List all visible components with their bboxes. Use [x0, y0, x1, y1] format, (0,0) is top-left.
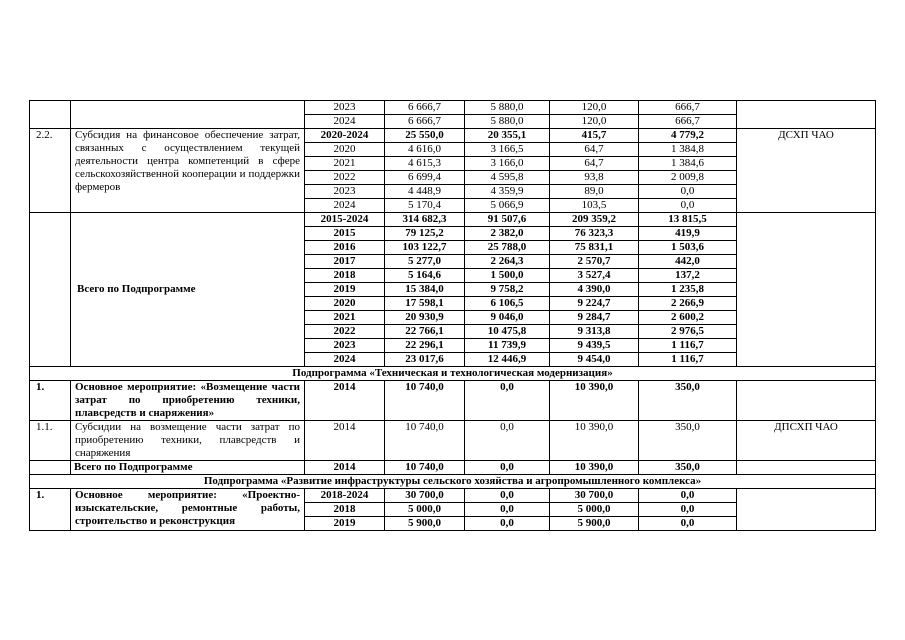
cell-fed: 4 595,8 — [465, 171, 550, 185]
cell-total: 6 666,7 — [385, 115, 465, 129]
cell-fed: 0,0 — [465, 503, 550, 517]
cell-total: 20 930,9 — [385, 311, 465, 325]
cell-reg: 4 390,0 — [550, 283, 639, 297]
cell-fed: 3 166,0 — [465, 157, 550, 171]
item-executor: ДПСХП ЧАО — [737, 421, 876, 461]
subprogram-total-label: Всего по Подпрограмме — [71, 213, 305, 367]
cell-fed: 5 066,9 — [465, 199, 550, 213]
subprogram-total-label: Всего по Подпрограмме — [71, 461, 305, 475]
cell-year: 2022 — [305, 325, 385, 339]
cell-other: 0,0 — [639, 489, 737, 503]
cell-reg: 10 390,0 — [550, 381, 639, 421]
cell-year: 2014 — [305, 461, 385, 475]
number-cell — [30, 461, 71, 475]
cell-other: 137,2 — [639, 269, 737, 283]
subprogram-title: Подпрограмма «Техническая и технологическая модернизация» — [30, 367, 876, 381]
cell-total: 4 616,0 — [385, 143, 465, 157]
cell-year: 2019 — [305, 517, 385, 531]
table-row — [30, 421, 876, 461]
cell-fed: 2 382,0 — [465, 227, 550, 241]
cell-year: 2018 — [305, 503, 385, 517]
cell-year: 2020-2024 — [305, 129, 385, 143]
cell-fed: 6 106,5 — [465, 297, 550, 311]
cell-fed: 5 880,0 — [465, 115, 550, 129]
cell-year: 2015-2024 — [305, 213, 385, 227]
cell-fed: 20 355,1 — [465, 129, 550, 143]
cell-total: 22 766,1 — [385, 325, 465, 339]
cell-total: 10 740,0 — [385, 381, 465, 421]
cell-reg: 5 000,0 — [550, 503, 639, 517]
cell-reg: 10 390,0 — [550, 421, 639, 461]
cell-other: 1 235,8 — [639, 283, 737, 297]
cell-total: 15 384,0 — [385, 283, 465, 297]
cell-reg: 89,0 — [550, 185, 639, 199]
cell-year: 2019 — [305, 283, 385, 297]
cell-reg: 64,7 — [550, 143, 639, 157]
cell-total: 5 277,0 — [385, 255, 465, 269]
cell-total: 25 550,0 — [385, 129, 465, 143]
cell-other: 0,0 — [639, 199, 737, 213]
cell-fed: 0,0 — [465, 381, 550, 421]
executor-cell — [737, 381, 876, 421]
cell-fed: 10 475,8 — [465, 325, 550, 339]
cell-fed: 3 166,5 — [465, 143, 550, 157]
cell-total: 4 615,3 — [385, 157, 465, 171]
description-cell — [71, 101, 305, 129]
cell-reg: 75 831,1 — [550, 241, 639, 255]
cell-other: 1 116,7 — [639, 339, 737, 353]
cell-other: 2 266,9 — [639, 297, 737, 311]
cell-fed: 91 507,6 — [465, 213, 550, 227]
cell-reg: 9 454,0 — [550, 353, 639, 367]
cell-year: 2018 — [305, 269, 385, 283]
cell-other: 666,7 — [639, 115, 737, 129]
cell-reg: 93,8 — [550, 171, 639, 185]
cell-year: 2023 — [305, 339, 385, 353]
cell-other: 350,0 — [639, 381, 737, 421]
cell-other: 1 384,8 — [639, 143, 737, 157]
cell-fed: 0,0 — [465, 517, 550, 531]
cell-total: 6 666,7 — [385, 101, 465, 115]
item-description: Субсидии на возмещение части затрат по приобретению техники, плавсредств и снаряжения — [71, 421, 305, 461]
cell-fed: 12 446,9 — [465, 353, 550, 367]
cell-other: 0,0 — [639, 185, 737, 199]
cell-reg: 209 359,2 — [550, 213, 639, 227]
cell-reg: 103,5 — [550, 199, 639, 213]
table-row — [30, 101, 876, 115]
item-number: 2.2. — [30, 129, 71, 213]
cell-reg: 3 527,4 — [550, 269, 639, 283]
cell-total: 23 017,6 — [385, 353, 465, 367]
cell-reg: 30 700,0 — [550, 489, 639, 503]
cell-fed: 2 264,3 — [465, 255, 550, 269]
cell-year: 2021 — [305, 311, 385, 325]
cell-reg: 9 313,8 — [550, 325, 639, 339]
cell-year: 2020 — [305, 297, 385, 311]
cell-fed: 0,0 — [465, 489, 550, 503]
item-description: Основное мероприятие: «Возмещение части затрат по приобретению техники, плавсредств и снаряжения» — [71, 381, 305, 421]
cell-other: 442,0 — [639, 255, 737, 269]
cell-year: 2024 — [305, 199, 385, 213]
cell-total: 4 448,9 — [385, 185, 465, 199]
cell-other: 4 779,2 — [639, 129, 737, 143]
cell-reg: 10 390,0 — [550, 461, 639, 475]
cell-year: 2021 — [305, 157, 385, 171]
cell-fed: 9 758,2 — [465, 283, 550, 297]
cell-reg: 415,7 — [550, 129, 639, 143]
budget-table — [29, 100, 876, 531]
cell-reg: 120,0 — [550, 101, 639, 115]
table-row — [30, 489, 876, 503]
cell-year: 2017 — [305, 255, 385, 269]
table-row — [30, 381, 876, 421]
cell-fed: 25 788,0 — [465, 241, 550, 255]
subprogram-title: Подпрограмма «Развитие инфраструктуры сельского хозяйства и агропромышленного комплекса» — [30, 475, 876, 489]
cell-reg: 9 439,5 — [550, 339, 639, 353]
cell-total: 5 900,0 — [385, 517, 465, 531]
cell-total: 10 740,0 — [385, 461, 465, 475]
cell-year: 2024 — [305, 353, 385, 367]
cell-total: 22 296,1 — [385, 339, 465, 353]
cell-fed: 1 500,0 — [465, 269, 550, 283]
table-row — [30, 461, 876, 475]
cell-year: 2024 — [305, 115, 385, 129]
cell-total: 6 699,4 — [385, 171, 465, 185]
executor-cell — [737, 461, 876, 475]
cell-year: 2014 — [305, 421, 385, 461]
cell-reg: 64,7 — [550, 157, 639, 171]
cell-total: 5 000,0 — [385, 503, 465, 517]
cell-reg: 9 284,7 — [550, 311, 639, 325]
cell-other: 0,0 — [639, 517, 737, 531]
table-row — [30, 129, 876, 143]
cell-year: 2014 — [305, 381, 385, 421]
cell-fed: 11 739,9 — [465, 339, 550, 353]
item-number: 1.1. — [30, 421, 71, 461]
cell-total: 5 164,6 — [385, 269, 465, 283]
cell-other: 419,9 — [639, 227, 737, 241]
item-executor: ДСХП ЧАО — [737, 129, 876, 213]
cell-other: 0,0 — [639, 503, 737, 517]
cell-other: 666,7 — [639, 101, 737, 115]
cell-total: 10 740,0 — [385, 421, 465, 461]
cell-year: 2016 — [305, 241, 385, 255]
item-number: 1. — [30, 489, 71, 531]
cell-fed: 0,0 — [465, 421, 550, 461]
cell-fed: 5 880,0 — [465, 101, 550, 115]
cell-fed: 4 359,9 — [465, 185, 550, 199]
executor-cell — [737, 213, 876, 367]
cell-total: 5 170,4 — [385, 199, 465, 213]
number-cell — [30, 213, 71, 367]
executor-cell — [737, 489, 876, 531]
cell-year: 2018-2024 — [305, 489, 385, 503]
cell-other: 13 815,5 — [639, 213, 737, 227]
cell-reg: 5 900,0 — [550, 517, 639, 531]
cell-other: 350,0 — [639, 461, 737, 475]
cell-reg: 76 323,3 — [550, 227, 639, 241]
cell-total: 30 700,0 — [385, 489, 465, 503]
cell-other: 1 384,6 — [639, 157, 737, 171]
cell-reg: 2 570,7 — [550, 255, 639, 269]
cell-total: 103 122,7 — [385, 241, 465, 255]
cell-fed: 0,0 — [465, 461, 550, 475]
number-cell — [30, 101, 71, 129]
cell-year: 2023 — [305, 101, 385, 115]
item-description: Основное мероприятие: «Проектно-изыскательские, ремонтные работы, строительство и реконструкция — [71, 489, 305, 531]
cell-other: 1 503,6 — [639, 241, 737, 255]
cell-fed: 9 046,0 — [465, 311, 550, 325]
cell-reg: 120,0 — [550, 115, 639, 129]
cell-total: 79 125,2 — [385, 227, 465, 241]
table-row — [30, 213, 876, 227]
table-body — [30, 101, 876, 531]
cell-reg: 9 224,7 — [550, 297, 639, 311]
item-number: 1. — [30, 381, 71, 421]
table-row — [30, 475, 876, 489]
cell-year: 2022 — [305, 171, 385, 185]
cell-year: 2015 — [305, 227, 385, 241]
cell-other: 350,0 — [639, 421, 737, 461]
cell-other: 1 116,7 — [639, 353, 737, 367]
cell-year: 2020 — [305, 143, 385, 157]
cell-total: 314 682,3 — [385, 213, 465, 227]
cell-total: 17 598,1 — [385, 297, 465, 311]
cell-year: 2023 — [305, 185, 385, 199]
item-description: Субсидия на финансовое обеспечение затрат, связанных с осуществлением текущей деятельности центра компетенций в сфере сельскохозяйственной кооперации и поддержки фермеров — [71, 129, 305, 213]
executor-cell — [737, 101, 876, 129]
table-row — [30, 367, 876, 381]
cell-other: 2 600,2 — [639, 311, 737, 325]
cell-other: 2 009,8 — [639, 171, 737, 185]
cell-other: 2 976,5 — [639, 325, 737, 339]
